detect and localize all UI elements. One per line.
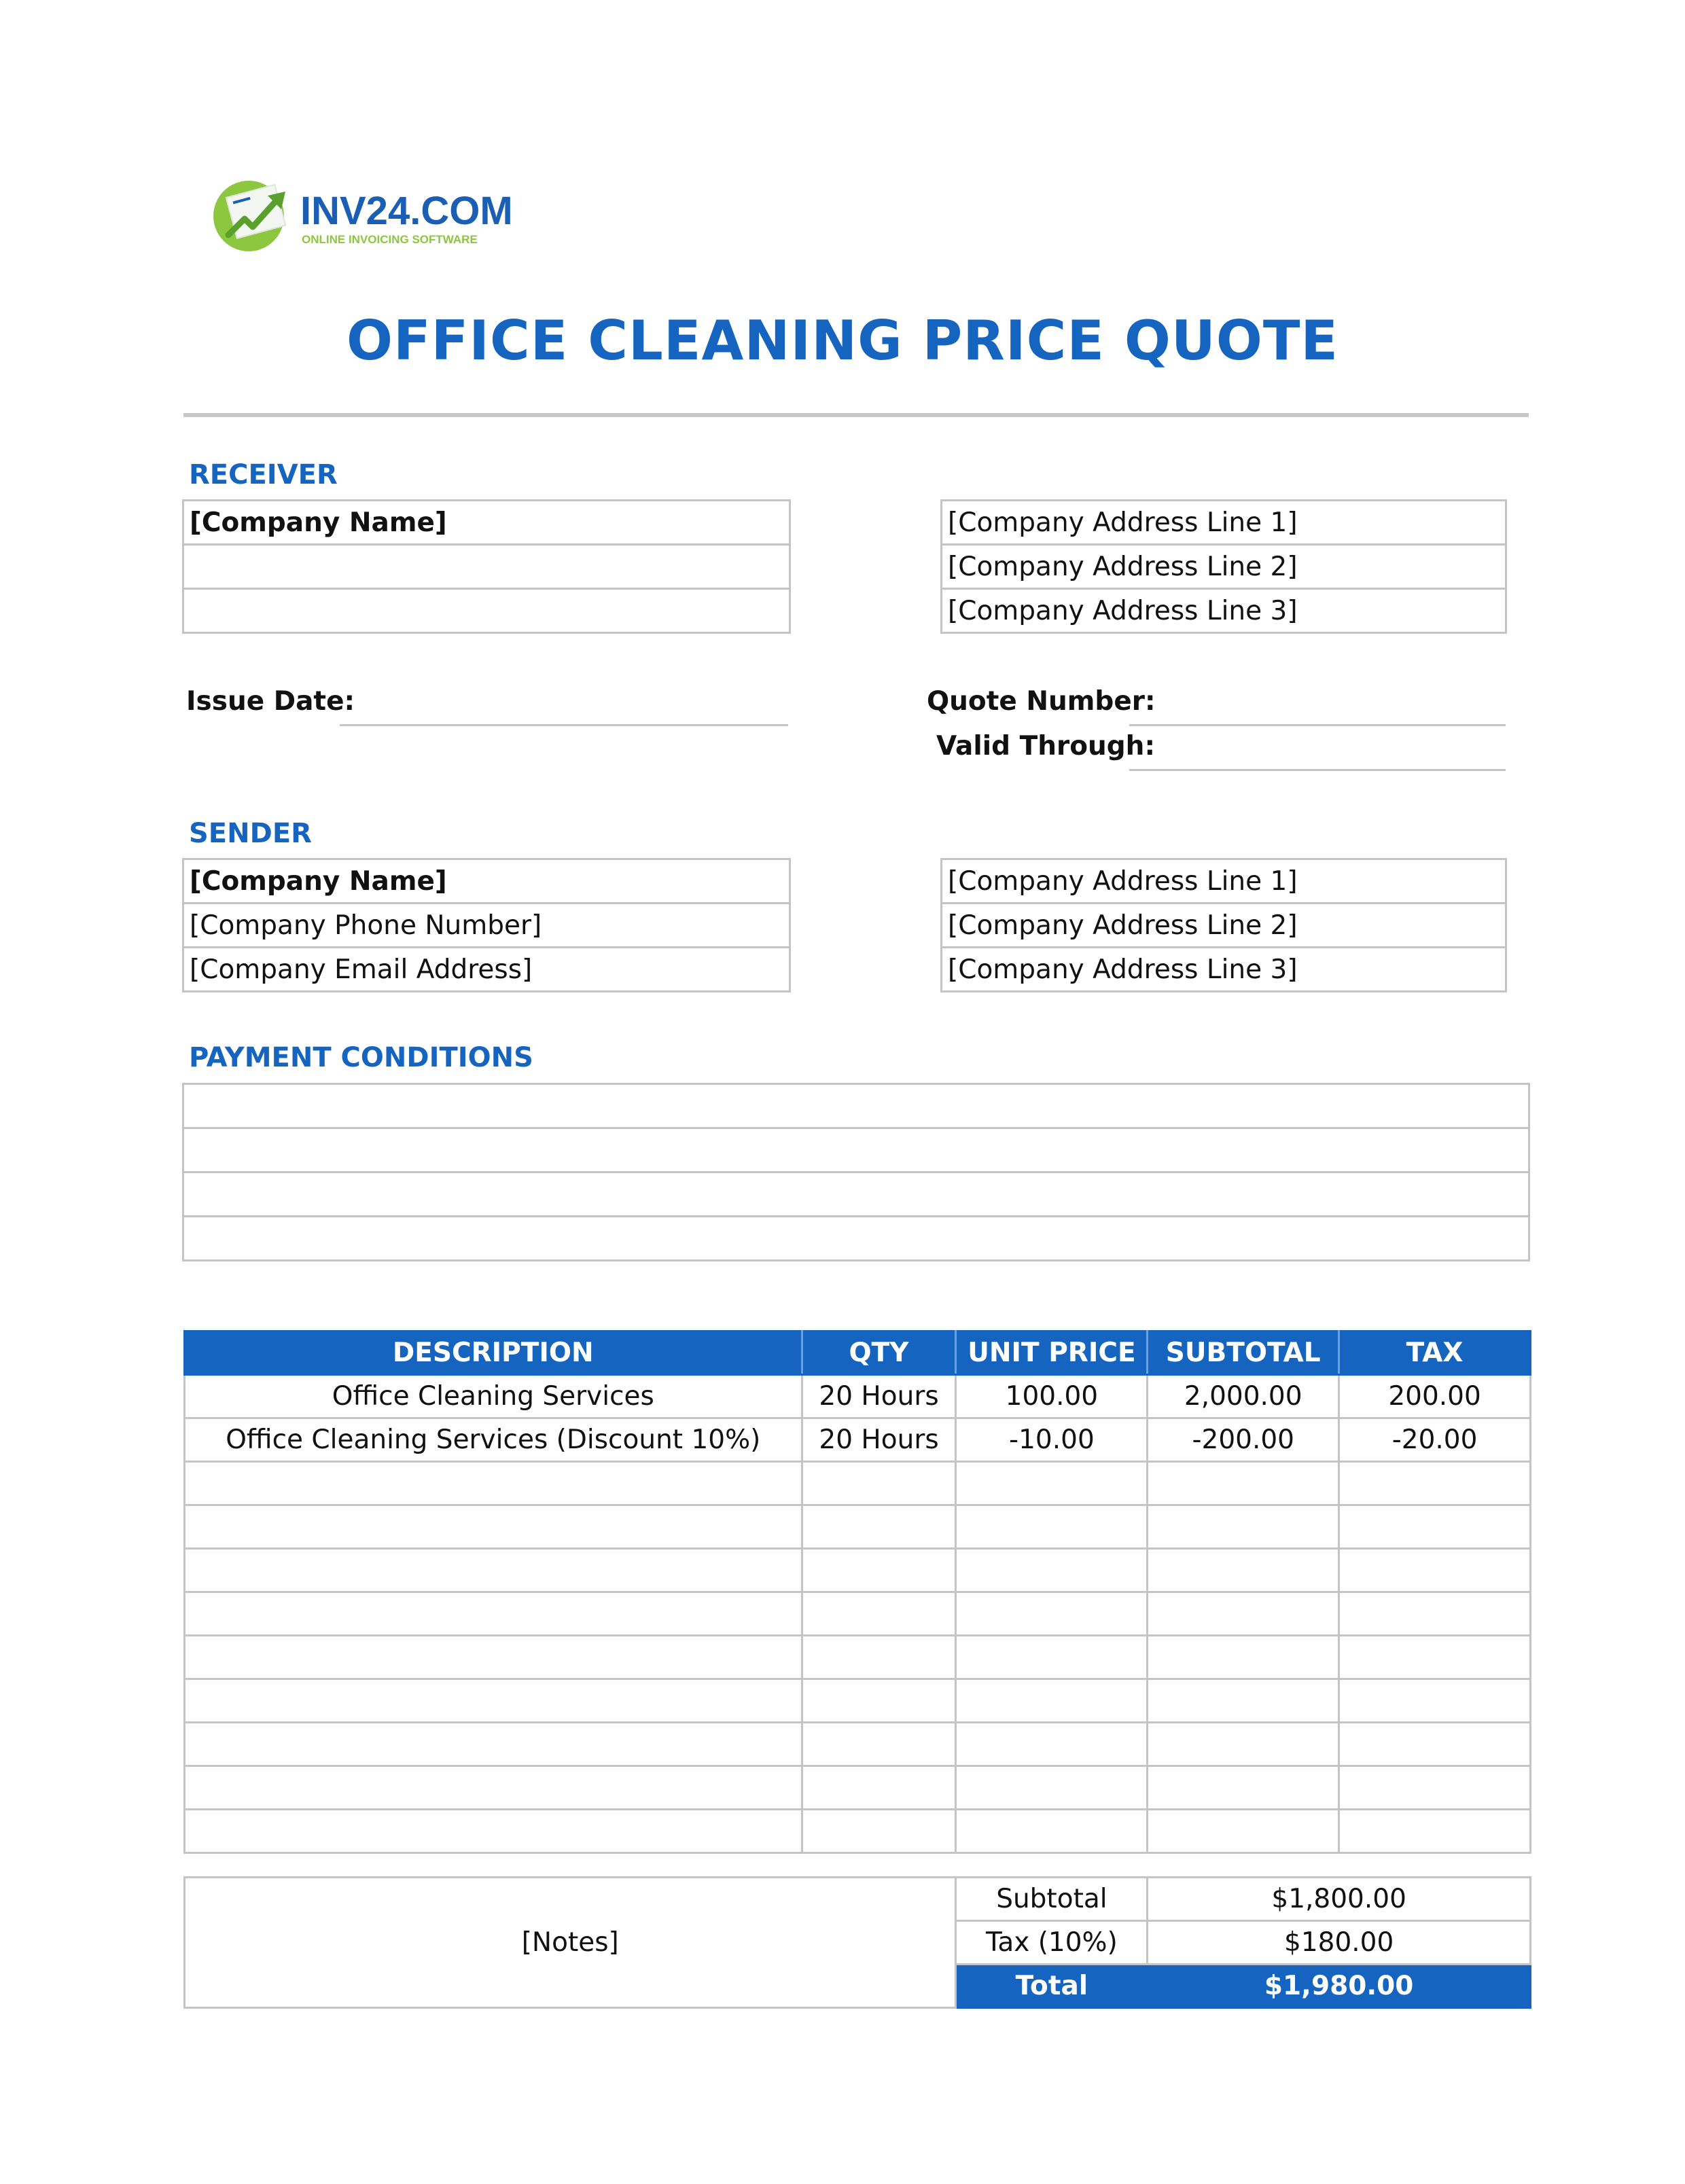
subtotal-value: $1,800.00 <box>1148 1878 1531 1921</box>
brand-logo <box>209 175 513 257</box>
payment-condition-line[interactable] <box>183 1217 1529 1261</box>
table-row <box>185 1418 1531 1462</box>
receiver-left-table <box>182 499 791 634</box>
item-subtotal[interactable] <box>1148 1592 1339 1636</box>
total-label: Total <box>956 1965 1148 2008</box>
table-row <box>185 1679 1531 1723</box>
table-row <box>185 1766 1531 1810</box>
table-row <box>185 1375 1531 1418</box>
brand-tagline: ONLINE INVOICING SOFTWARE <box>302 233 478 246</box>
item-description[interactable]: Office Cleaning Services (Discount 10%) <box>185 1418 802 1462</box>
payment-conditions-heading: PAYMENT CONDITIONS <box>189 1042 533 1073</box>
sender-address-line-1[interactable]: [Company Address Line 1] <box>942 859 1506 903</box>
item-qty[interactable] <box>802 1592 956 1636</box>
item-qty[interactable]: 20 Hours <box>802 1418 956 1462</box>
receiver-address-line-2[interactable]: [Company Address Line 2] <box>942 545 1506 589</box>
column-header-subtotal: SUBTOTAL <box>1148 1331 1339 1375</box>
item-description[interactable]: Office Cleaning Services <box>185 1375 802 1418</box>
item-qty[interactable] <box>802 1766 956 1810</box>
item-unit-price[interactable]: 100.00 <box>956 1375 1148 1418</box>
item-qty[interactable] <box>802 1723 956 1766</box>
document-title: OFFICE CLEANING PRICE QUOTE <box>346 309 1339 372</box>
item-description[interactable] <box>185 1549 802 1592</box>
item-tax[interactable] <box>1339 1766 1531 1810</box>
item-description[interactable] <box>185 1810 802 1853</box>
item-unit-price[interactable] <box>956 1505 1148 1549</box>
valid-through-field[interactable] <box>1129 769 1506 771</box>
item-qty[interactable]: 20 Hours <box>802 1375 956 1418</box>
item-qty[interactable] <box>802 1636 956 1679</box>
table-row <box>185 1636 1531 1679</box>
item-subtotal[interactable] <box>1148 1723 1339 1766</box>
quote-number-field[interactable] <box>1129 724 1506 726</box>
title-divider <box>183 413 1529 417</box>
item-subtotal[interactable] <box>1148 1462 1339 1505</box>
item-unit-price[interactable] <box>956 1810 1148 1853</box>
item-subtotal[interactable] <box>1148 1636 1339 1679</box>
receiver-address-table <box>940 499 1507 634</box>
item-unit-price[interactable] <box>956 1592 1148 1636</box>
item-tax[interactable]: 200.00 <box>1339 1375 1531 1418</box>
sender-email-address[interactable]: [Company Email Address] <box>183 948 790 992</box>
receiver-heading: RECEIVER <box>189 459 338 490</box>
item-subtotal[interactable] <box>1148 1766 1339 1810</box>
sender-address-table <box>940 858 1507 992</box>
item-tax[interactable] <box>1339 1462 1531 1505</box>
item-qty[interactable] <box>802 1549 956 1592</box>
item-unit-price[interactable]: -10.00 <box>956 1418 1148 1462</box>
tax-label: Tax (10%) <box>956 1921 1148 1965</box>
item-tax[interactable] <box>1339 1810 1531 1853</box>
table-row <box>185 1723 1531 1766</box>
item-subtotal[interactable] <box>1148 1810 1339 1853</box>
item-description[interactable] <box>185 1505 802 1549</box>
table-row <box>185 1549 1531 1592</box>
item-tax[interactable]: -20.00 <box>1339 1418 1531 1462</box>
item-unit-price[interactable] <box>956 1679 1148 1723</box>
item-unit-price[interactable] <box>956 1723 1148 1766</box>
payment-conditions-table <box>182 1083 1530 1261</box>
items-table <box>183 1330 1531 1854</box>
column-header-unit-price: UNIT PRICE <box>956 1331 1148 1375</box>
item-unit-price[interactable] <box>956 1766 1148 1810</box>
item-description[interactable] <box>185 1636 802 1679</box>
item-subtotal[interactable] <box>1148 1549 1339 1592</box>
totals-table <box>183 1876 1531 2009</box>
item-unit-price[interactable] <box>956 1549 1148 1592</box>
item-description[interactable] <box>185 1679 802 1723</box>
item-subtotal[interactable]: 2,000.00 <box>1148 1375 1339 1418</box>
item-tax[interactable] <box>1339 1636 1531 1679</box>
table-row <box>185 1462 1531 1505</box>
sender-address-line-2[interactable]: [Company Address Line 2] <box>942 903 1506 948</box>
sender-address-line-3[interactable]: [Company Address Line 3] <box>942 948 1506 992</box>
item-tax[interactable] <box>1339 1549 1531 1592</box>
receiver-address-line-1[interactable]: [Company Address Line 1] <box>942 501 1506 545</box>
item-tax[interactable] <box>1339 1505 1531 1549</box>
item-tax[interactable] <box>1339 1723 1531 1766</box>
item-qty[interactable] <box>802 1505 956 1549</box>
table-row <box>185 1810 1531 1853</box>
item-unit-price[interactable] <box>956 1462 1148 1505</box>
item-description[interactable] <box>185 1723 802 1766</box>
item-tax[interactable] <box>1339 1679 1531 1723</box>
item-tax[interactable] <box>1339 1592 1531 1636</box>
total-value: $1,980.00 <box>1148 1965 1531 2008</box>
receiver-left-line-2[interactable] <box>183 545 790 589</box>
payment-condition-line[interactable] <box>183 1172 1529 1217</box>
item-description[interactable] <box>185 1462 802 1505</box>
sender-phone-number[interactable]: [Company Phone Number] <box>183 903 790 948</box>
sender-company-name[interactable]: [Company Name] <box>183 859 790 903</box>
items-header-row <box>185 1331 1531 1375</box>
item-description[interactable] <box>185 1766 802 1810</box>
item-qty[interactable] <box>802 1810 956 1853</box>
sender-heading: SENDER <box>189 818 312 849</box>
table-row <box>185 1505 1531 1549</box>
tax-value: $180.00 <box>1148 1921 1531 1965</box>
valid-through-label: Valid Through: <box>936 731 1156 762</box>
column-header-tax: TAX <box>1339 1331 1531 1375</box>
receiver-address-line-3[interactable]: [Company Address Line 3] <box>942 589 1506 633</box>
brand-name: INV24.COM <box>300 189 513 233</box>
quote-number-label: Quote Number: <box>927 686 1156 717</box>
subtotal-label: Subtotal <box>956 1878 1148 1921</box>
item-unit-price[interactable] <box>956 1636 1148 1679</box>
item-qty[interactable] <box>802 1679 956 1723</box>
sender-left-table <box>182 858 791 992</box>
receiver-left-line-3[interactable] <box>183 589 790 633</box>
issue-date-label: Issue Date: <box>186 686 355 717</box>
receiver-company-name[interactable]: [Company Name] <box>183 501 790 545</box>
column-header-qty: QTY <box>802 1331 956 1375</box>
item-subtotal[interactable] <box>1148 1679 1339 1723</box>
issue-date-field[interactable] <box>340 724 788 726</box>
payment-condition-line[interactable] <box>183 1084 1529 1128</box>
item-subtotal[interactable]: -200.00 <box>1148 1418 1339 1462</box>
item-subtotal[interactable] <box>1148 1505 1339 1549</box>
table-row <box>185 1592 1531 1636</box>
item-qty[interactable] <box>802 1462 956 1505</box>
item-description[interactable] <box>185 1592 802 1636</box>
column-header-description: DESCRIPTION <box>185 1331 802 1375</box>
payment-condition-line[interactable] <box>183 1128 1529 1172</box>
logo-icon <box>209 175 513 257</box>
notes-cell[interactable]: [Notes] <box>185 1878 956 2008</box>
